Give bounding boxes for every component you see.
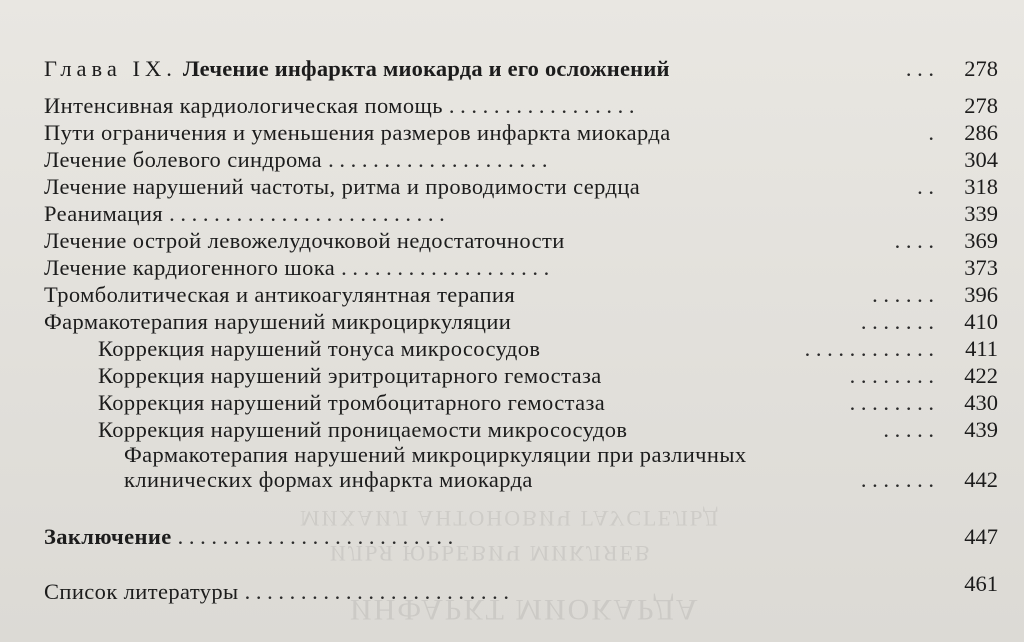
page-number: 411 [965,336,998,361]
dot-leader: . . . . [894,228,934,253]
toc-entry [44,119,998,147]
toc-entry-conclusion [44,523,998,551]
page-number: 373 [964,255,998,280]
page-number: 430 [964,390,998,415]
dot-leader: . . . . . . . . . . . . . . . . . . . . . . . . . [169,201,445,226]
toc-subentry [124,466,998,494]
entry-title: Тромболитическая и антикоагулянтная терапия [44,282,516,307]
page-number: 396 [964,282,998,307]
dot-leader: . . . . . . . . . . . . . . . . . . . [341,255,550,280]
page-number: 318 [964,174,998,199]
toc-entry [44,227,998,255]
page-number: 304 [964,147,998,172]
toc-subentry [98,362,998,390]
chapter-heading [44,55,998,83]
subentry-title: Коррекция нарушений тонуса микрососудов [98,336,541,361]
toc-entry [44,254,998,282]
dot-leader: . . . . . . . . [849,390,934,415]
dot-leader: . . . . . . [872,282,934,307]
dot-leader: . . . . . . . [860,467,934,492]
dot-leader: . . . . . . . [860,309,934,334]
chapter-label: Глава IX. [44,56,177,81]
toc-entry [44,308,998,336]
dot-leader: . . . . . [883,417,934,442]
entry-title: Лечение болевого синдрома [44,147,323,172]
dot-leader: . . . . . . . . . . . . . . . . . [448,93,635,118]
entry-title: Заключение [44,524,172,549]
toc-entry [44,146,998,174]
entry-title: Лечение кардиогенного шока [44,255,336,280]
subentry-title-line2: клинических формах инфаркта миокарда [124,467,533,492]
entry-title: Реанимация [44,201,164,226]
entry-title: Фармакотерапия нарушений микроциркуляции [44,309,512,334]
entry-title: Лечение нарушений частоты, ритма и проводимости сердца [44,174,641,199]
toc-subentry [98,389,998,417]
page-number: 278 [964,93,998,118]
subentry-title: Коррекция нарушений эритроцитарного гемостаза [98,363,602,388]
dot-leader: . . . . . . . . . . . . . . . . . . . . [328,147,548,172]
toc-subentry [98,416,998,444]
toc-entry [44,200,998,228]
page-number: 442 [964,467,998,492]
entry-title: Интенсивная кардиологическая помощь [44,93,443,118]
page-number: 278 [964,56,998,81]
subentry-title-line1: Фармакотерапия нарушений микроциркуляции при различных [124,442,747,467]
dot-leader: . . . . . . . . . . . . [804,336,934,361]
page-number: 369 [964,228,998,253]
subentry-title: Коррекция нарушений тромбоцитарного гемостаза [98,390,606,415]
page-number: 447 [964,524,998,549]
bleed-through-text: МИХАИЛ АНТОНОВИЧ ГАУСГЕЛЬД [300,506,720,531]
page-number: 422 [964,363,998,388]
toc-entry [44,92,998,120]
entry-title: Список литературы [44,579,239,604]
dot-leader: . [928,120,934,145]
dot-leader: . . . . . . . . . . . . . . . . . . . . . . . . . [177,524,454,549]
bleed-through-text: ИЛЬЯ ЮРЬЕВИЧ МИКЛЯЕВ [330,541,652,566]
dot-leader: . . . . . . . . [849,363,934,388]
page-number: 339 [964,201,998,226]
bleed-through-text: ИНФАРКТ МИОКАРДА [350,593,700,626]
page-number: 461 [964,571,998,596]
dot-leader: . . . . . . . . . . . . . . . . . . . . . . . . [244,579,509,604]
toc-subentry [98,335,998,363]
page-number: 286 [964,120,998,145]
dot-leader: . . [917,174,934,199]
toc-entry [44,281,998,309]
page-number: 410 [964,309,998,334]
entry-title: Пути ограничения и уменьшения размеров инфаркта миокарда [44,120,671,145]
dot-leader: . . . [905,56,934,81]
toc-entry [44,173,998,201]
entry-title: Лечение острой левожелудочковой недостаточности [44,228,565,253]
chapter-title: Лечение инфаркта миокарда и его осложнений [182,56,670,81]
toc-entry-references [44,571,998,606]
subentry-title: Коррекция нарушений проницаемости микрососудов [98,417,628,442]
page-number: 439 [964,417,998,442]
